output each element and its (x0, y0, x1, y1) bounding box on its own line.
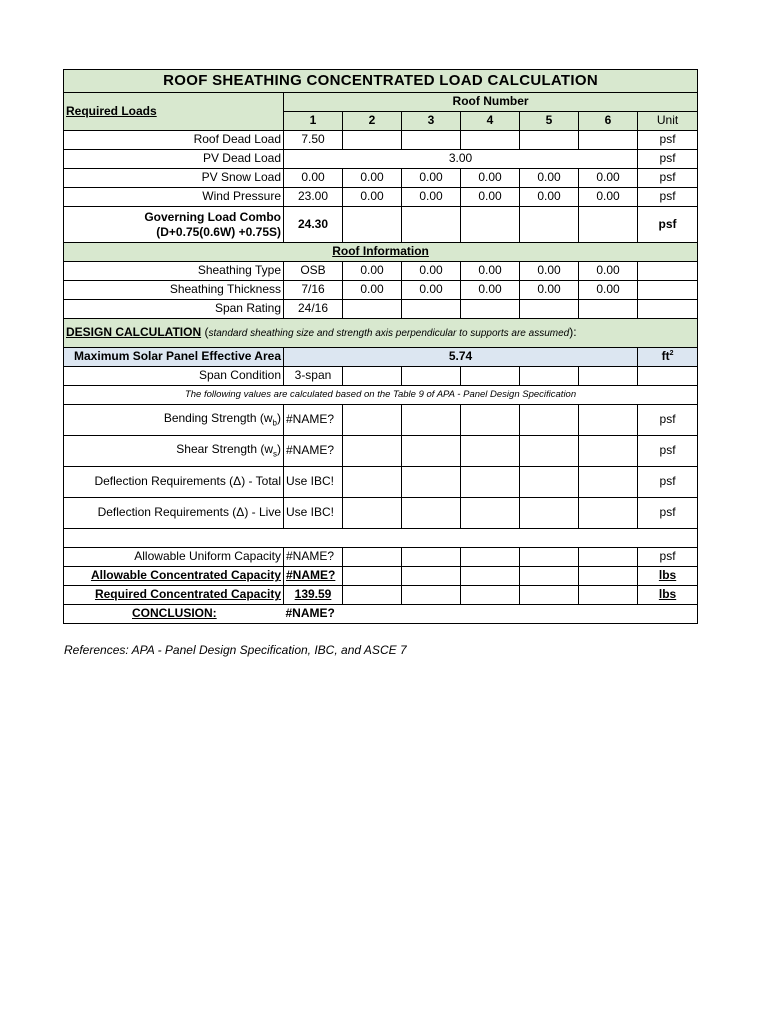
unit-cell: psf (638, 405, 698, 436)
cell[interactable]: 0.00 (343, 262, 402, 281)
cell[interactable] (461, 548, 520, 567)
cell[interactable] (579, 548, 638, 567)
cell[interactable]: 0.00 (579, 169, 638, 188)
span-rating-label: Span Rating (64, 300, 284, 319)
cell[interactable] (520, 207, 579, 243)
row-span-condition (64, 367, 698, 386)
roof-number-header: Roof Number (284, 93, 698, 112)
bending-strength-label: Bending Strength $(w_b)$ (64, 405, 284, 436)
cell[interactable] (579, 498, 638, 529)
required-concentrated-label: Required Concentrated Capacity (64, 586, 284, 605)
row-sheathing-type (64, 262, 698, 281)
cell[interactable] (461, 467, 520, 498)
unit-cell: psf (638, 498, 698, 529)
cell[interactable] (343, 586, 402, 605)
cell[interactable] (402, 367, 461, 386)
cell[interactable] (402, 207, 461, 243)
cell[interactable]: Use IBC! (284, 467, 343, 498)
cell[interactable]: 0.00 (579, 188, 638, 207)
roof-number-6: 6 (579, 112, 638, 131)
sheathing-thickness-label: Sheathing Thickness (64, 281, 284, 300)
table-9-note: The following values are calculated based on the Table 9 of APA - Panel Design Specification (64, 386, 698, 405)
sheathing-type-label: Sheathing Type (64, 262, 284, 281)
deflection-total-label: Deflection Requirements (Δ) - Total (64, 467, 284, 498)
unit-cell: psf (638, 131, 698, 150)
cell[interactable]: Use IBC! (284, 498, 343, 529)
cell[interactable] (343, 300, 402, 319)
cell[interactable] (461, 436, 520, 467)
cell[interactable] (461, 131, 520, 150)
unit-cell: psf (638, 150, 698, 169)
cell[interactable] (579, 567, 638, 586)
cell[interactable] (343, 367, 402, 386)
unit-cell: psf (638, 436, 698, 467)
max-area-label: Maximum Solar Panel Effective Area (64, 348, 284, 367)
cell[interactable]: 0.00 (402, 262, 461, 281)
cell[interactable]: 7.50 (284, 131, 343, 150)
cell[interactable] (402, 436, 461, 467)
pv-dead-load-label: PV Dead Load (64, 150, 284, 169)
cell[interactable] (579, 207, 638, 243)
cell[interactable] (520, 300, 579, 319)
references-note: References: APA - Panel Design Specification, IBC, and ASCE 7 (64, 643, 407, 657)
cell[interactable]: 0.00 (520, 169, 579, 188)
cell[interactable]: 0.00 (461, 262, 520, 281)
roof-number-4: 4 (461, 112, 520, 131)
cell[interactable]: 0.00 (520, 281, 579, 300)
row-max-area (64, 348, 698, 367)
cell[interactable]: #NAME? (284, 405, 343, 436)
design-note: standard sheathing size and strength axis perpendicular to supports are assumed (208, 328, 570, 340)
cell[interactable] (402, 131, 461, 150)
governing-combo-label: Governing Load Combo (D+0.75(0.6W) +0.75S) (64, 207, 284, 243)
cell[interactable] (520, 586, 579, 605)
cell[interactable] (402, 498, 461, 529)
row-deflection-total (64, 467, 698, 498)
sheet-title: ROOF SHEATHING CONCENTRATED LOAD CALCULATION (64, 70, 698, 93)
row-bending-strength (64, 405, 698, 436)
cell[interactable] (343, 405, 402, 436)
roof-number-5: 5 (520, 112, 579, 131)
unit-cell: psf (638, 467, 698, 498)
cell[interactable] (461, 367, 520, 386)
roof-number-1: 1 (284, 112, 343, 131)
cell[interactable] (461, 498, 520, 529)
cell[interactable] (343, 567, 402, 586)
roof-info-header: Roof Information (64, 243, 698, 262)
row-pv-dead-load (64, 150, 698, 169)
cell[interactable]: 0.00 (284, 169, 343, 188)
unit-cell: lbs (638, 567, 698, 586)
spacer-row (64, 529, 698, 548)
allowable-uniform-label: Allowable Uniform Capacity (64, 548, 284, 567)
row-conclusion (64, 605, 698, 624)
required-loads-header: Required Loads (64, 93, 284, 131)
unit-cell: lbs (638, 586, 698, 605)
design-note-open: ( (201, 325, 209, 340)
cell[interactable]: #NAME? (284, 436, 343, 467)
design-heading: DESIGN CALCULATION (66, 325, 202, 340)
cell[interactable] (461, 207, 520, 243)
unit-cell (638, 262, 698, 281)
cell[interactable] (461, 405, 520, 436)
cell[interactable] (520, 498, 579, 529)
cell[interactable] (461, 300, 520, 319)
cell[interactable] (343, 498, 402, 529)
cell[interactable]: 24.30 (284, 207, 343, 243)
cell[interactable]: 0.00 (402, 169, 461, 188)
cell[interactable]: 139.59 (284, 586, 343, 605)
cell[interactable] (579, 131, 638, 150)
cell[interactable] (402, 467, 461, 498)
unit-cell: psf (638, 169, 698, 188)
cell[interactable]: 0.00 (520, 262, 579, 281)
shear-strength-label: Shear Strength $(w_s)$ (64, 436, 284, 467)
roof-number-3: 3 (402, 112, 461, 131)
cell[interactable]: #NAME? (284, 548, 343, 567)
allowable-concentrated-label: Allowable Concentrated Capacity (64, 567, 284, 586)
roof-dead-load-label: Roof Dead Load (64, 131, 284, 150)
cell[interactable]: 0.00 (520, 188, 579, 207)
row-wind-pressure (64, 188, 698, 207)
row-governing-combo (64, 207, 698, 243)
cell[interactable] (343, 207, 402, 243)
cell[interactable] (402, 300, 461, 319)
conclusion-value[interactable]: #NAME? (284, 605, 698, 624)
cell[interactable]: 0.00 (343, 281, 402, 300)
row-deflection-live (64, 498, 698, 529)
cell[interactable] (402, 548, 461, 567)
cell[interactable] (461, 567, 520, 586)
cell[interactable] (520, 131, 579, 150)
unit-cell: psf (638, 188, 698, 207)
cell[interactable] (520, 405, 579, 436)
cell[interactable] (402, 405, 461, 436)
cell[interactable]: 0.00 (579, 262, 638, 281)
cell[interactable] (343, 131, 402, 150)
cell[interactable]: 0.00 (461, 169, 520, 188)
cell[interactable] (520, 548, 579, 567)
row-pv-snow-load (64, 169, 698, 188)
cell[interactable] (579, 467, 638, 498)
cell[interactable]: 0.00 (343, 169, 402, 188)
cell[interactable] (579, 586, 638, 605)
unit-cell (638, 300, 698, 319)
cell[interactable]: 7/16 (284, 281, 343, 300)
cell[interactable] (461, 586, 520, 605)
unit-cell (638, 367, 698, 386)
cell[interactable]: #NAME? (284, 567, 343, 586)
cell[interactable]: 0.00 (402, 281, 461, 300)
cell[interactable] (520, 567, 579, 586)
cell[interactable] (343, 436, 402, 467)
unit-cell: psf (638, 548, 698, 567)
row-shear-strength (64, 436, 698, 467)
deflection-live-label: Deflection Requirements (Δ) - Live (64, 498, 284, 529)
cell[interactable] (402, 567, 461, 586)
cell[interactable] (343, 467, 402, 498)
design-calculation-header (64, 319, 698, 348)
cell[interactable] (520, 367, 579, 386)
unit-cell (638, 281, 698, 300)
cell[interactable]: 0.00 (579, 281, 638, 300)
design-note-close: ): (569, 325, 577, 340)
cell[interactable] (343, 548, 402, 567)
span-condition-label: Span Condition (64, 367, 284, 386)
unit-cell: psf (638, 207, 698, 243)
cell[interactable]: OSB (284, 262, 343, 281)
cell[interactable] (520, 467, 579, 498)
unit-header: Unit (638, 112, 698, 131)
row-sheathing-thickness (64, 281, 698, 300)
cell[interactable]: 0.00 (343, 188, 402, 207)
wind-pressure-label: Wind Pressure (64, 188, 284, 207)
row-required-concentrated (64, 586, 698, 605)
cell[interactable] (579, 300, 638, 319)
calculation-table (63, 69, 698, 624)
cell[interactable] (579, 405, 638, 436)
max-area-unit: $ft^2$ (638, 348, 698, 367)
cell[interactable]: 0.00 (461, 281, 520, 300)
pv-snow-load-label: PV Snow Load (64, 169, 284, 188)
cell[interactable] (402, 586, 461, 605)
cell[interactable]: 23.00 (284, 188, 343, 207)
row-allowable-uniform (64, 548, 698, 567)
cell[interactable] (520, 436, 579, 467)
cell[interactable] (579, 367, 638, 386)
cell[interactable]: 3-span (284, 367, 343, 386)
row-allowable-concentrated (64, 567, 698, 586)
row-span-rating (64, 300, 698, 319)
conclusion-label: CONCLUSION: (64, 605, 284, 624)
cell[interactable]: 24/16 (284, 300, 343, 319)
max-area-value[interactable]: 5.74 (284, 348, 638, 367)
row-roof-dead-load (64, 131, 698, 150)
pv-dead-load-value[interactable]: 3.00 (284, 150, 638, 169)
roof-number-2: 2 (343, 112, 402, 131)
cell[interactable]: 0.00 (461, 188, 520, 207)
cell[interactable]: 0.00 (402, 188, 461, 207)
cell[interactable] (579, 436, 638, 467)
